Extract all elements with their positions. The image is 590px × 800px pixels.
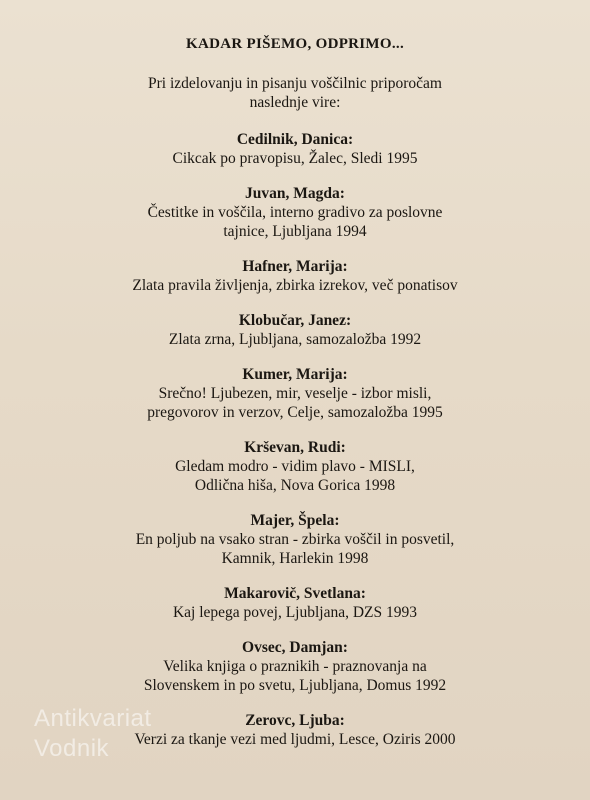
intro-paragraph	[40, 74, 550, 112]
reference-entry	[20, 711, 570, 749]
reference-entry	[20, 365, 570, 422]
reference-author: Ovsec, Damjan:	[242, 639, 348, 656]
reference-text: Kaj lepega povej, Ljubljana, DZS 1993	[172, 604, 418, 621]
reference-text: pregovorov in verzov, Celje, samozaložba 1995	[147, 404, 443, 421]
reference-author: Kumer, Marija:	[242, 366, 348, 383]
intro-line: Pri izdelovanju in pisanju voščilnic priporočam	[147, 75, 442, 92]
reference-entry	[20, 257, 570, 295]
intro-line: naslednje vire:	[249, 94, 341, 111]
reference-text: Verzi za tkanje vezi med ljudmi, Lesce, Oziris 2000	[134, 731, 456, 748]
page-title: KADAR PIŠEMO, ODPRIMO...	[185, 36, 405, 52]
reference-entry	[20, 438, 570, 495]
reference-list	[20, 130, 570, 765]
reference-entry	[20, 511, 570, 568]
watermark-line: Antikvariat	[34, 705, 152, 732]
reference-text: Cikcak po pravopisu, Žalec, Sledi 1995	[172, 150, 418, 167]
reference-text: tajnice, Ljubljana 1994	[223, 223, 367, 240]
reference-author: Zerovc, Ljuba:	[245, 712, 345, 729]
reference-entry	[20, 584, 570, 622]
reference-author: Hafner, Marija:	[242, 258, 348, 275]
reference-text: Gledam modro - vidim plavo - MISLI,	[175, 458, 415, 475]
reference-text: Odlična hiša, Nova Gorica 1998	[194, 477, 396, 494]
reference-text: Velika knjiga o praznikih - praznovanja na	[163, 658, 427, 675]
reference-text: Zlata pravila življenja, zbirka izrekov, več ponatisov	[132, 277, 458, 294]
reference-author: Krševan, Rudi:	[244, 439, 346, 456]
reference-entry	[20, 311, 570, 349]
reference-text: Kamnik, Harlekin 1998	[221, 550, 369, 567]
reference-text: Slovenskem in po svetu, Ljubljana, Domus 1992	[143, 677, 447, 694]
reference-text: Čestitke in voščila, interno gradivo za poslovne	[147, 204, 443, 221]
reference-author: Klobučar, Janez:	[238, 312, 352, 329]
reference-text: En poljub na vsako stran - zbirka voščil in posvetil,	[135, 531, 455, 548]
reference-author: Cedilnik, Danica:	[236, 131, 354, 148]
reference-entry	[20, 130, 570, 168]
reference-text: Srečno! Ljubezen, mir, veselje - izbor misli,	[158, 385, 432, 402]
watermark-line: Vodnik	[34, 735, 110, 762]
reference-author: Majer, Špela:	[250, 512, 340, 529]
reference-text: Zlata zrna, Ljubljana, samozaložba 1992	[168, 331, 422, 348]
reference-author: Makarovič, Svetlana:	[224, 585, 366, 602]
reference-entry	[20, 184, 570, 241]
reference-author: Juvan, Magda:	[245, 185, 345, 202]
reference-entry	[20, 638, 570, 695]
